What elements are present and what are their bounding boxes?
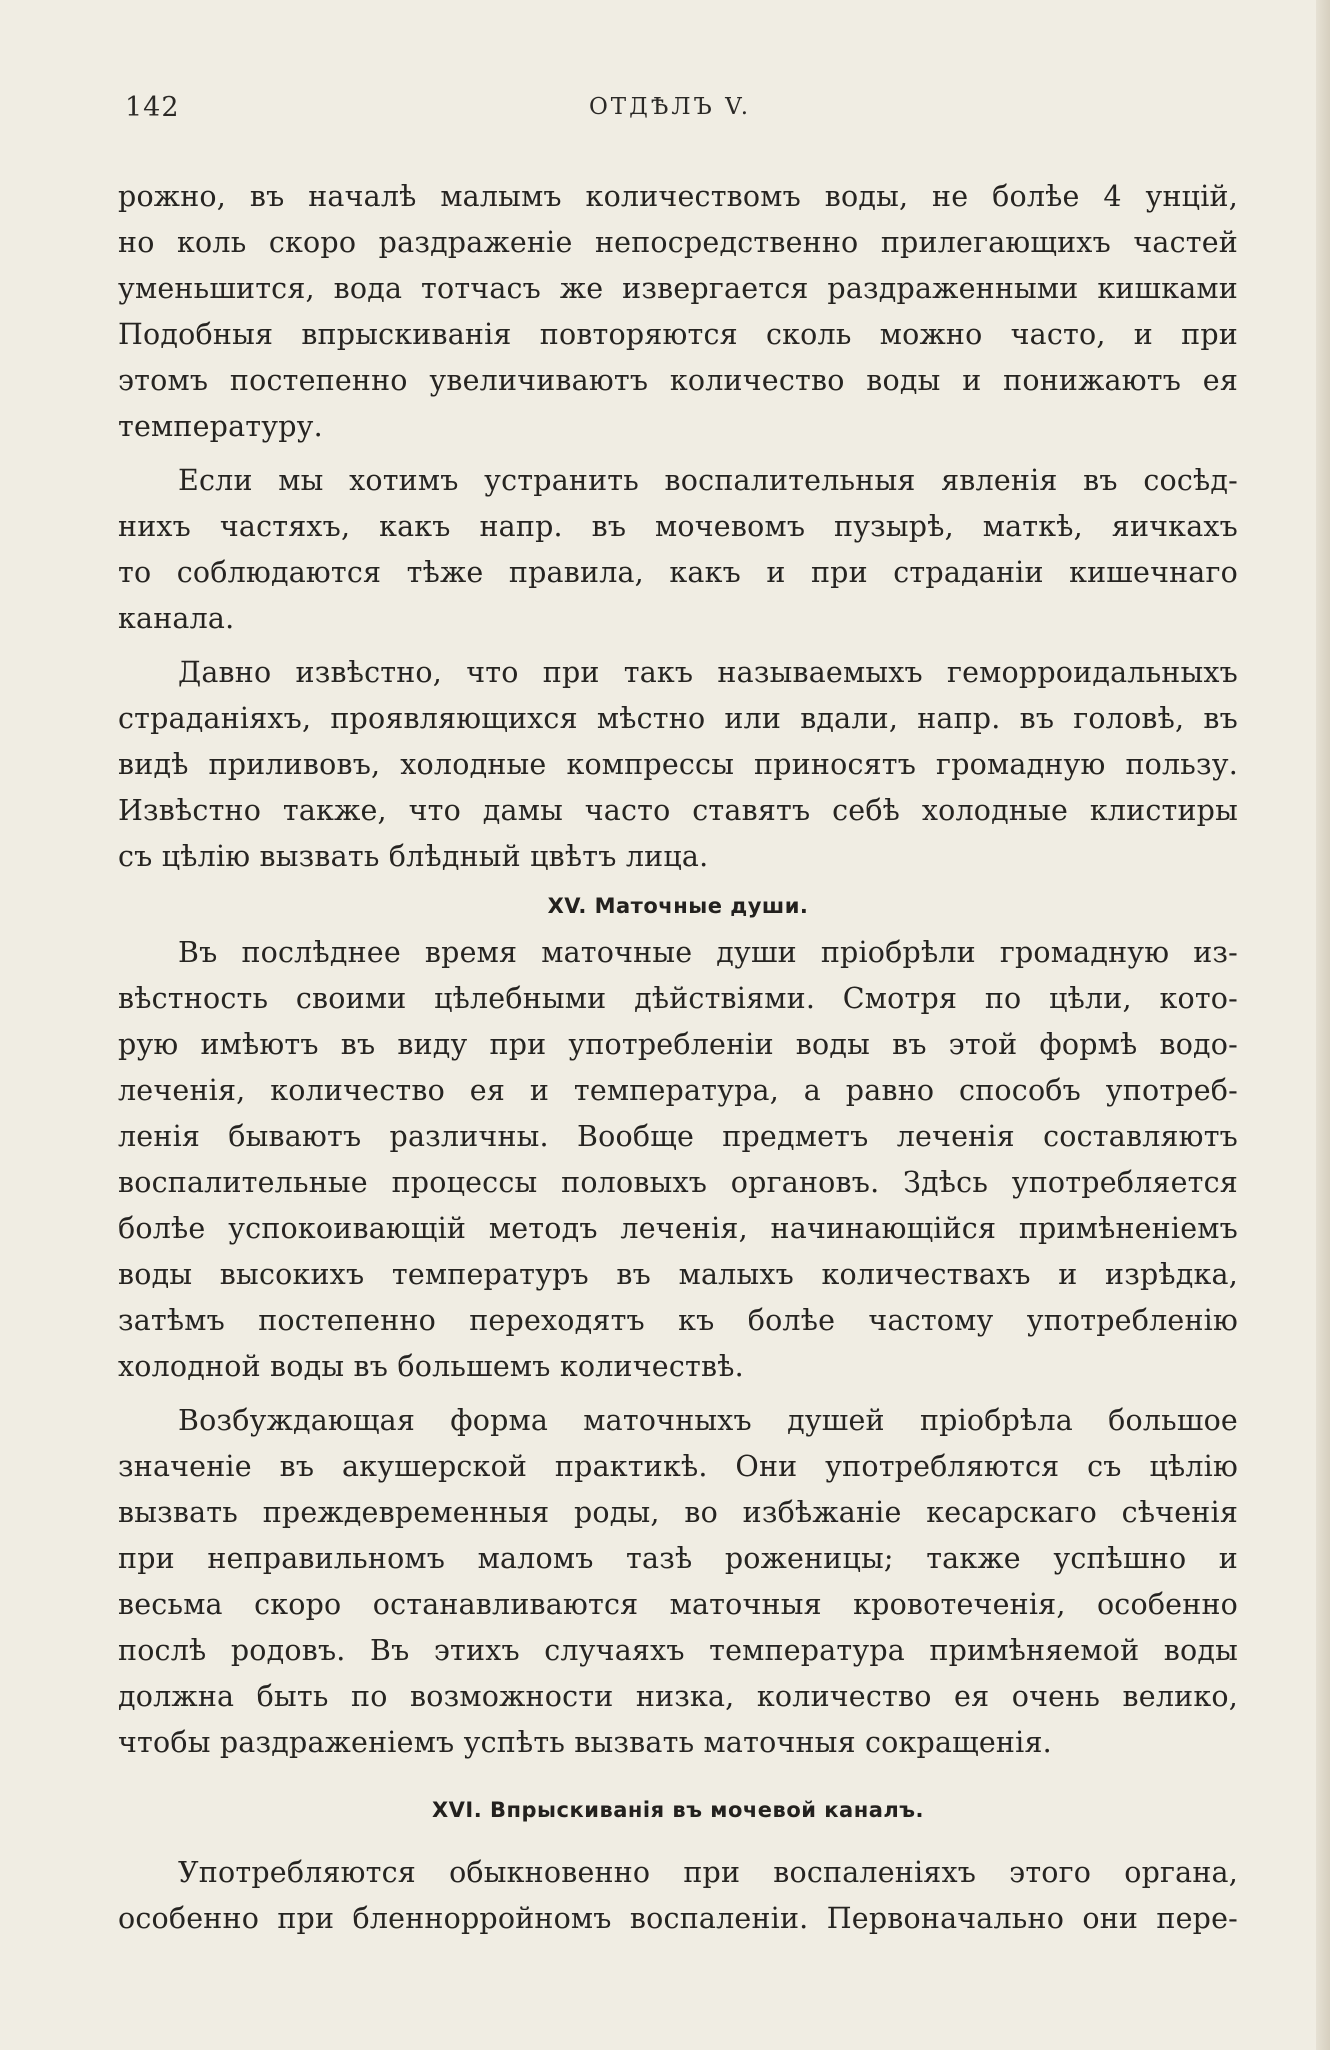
paragraph-6: [118, 1850, 1238, 1942]
text-line: рожно, въ началѣ малымъ количествомъ воды, не болѣе 4 унцій,: [118, 180, 1238, 213]
paragraph-gap: [118, 450, 1238, 458]
text-line: весьма скоро останавливаются маточныя кровотеченія, особенно: [118, 1588, 1238, 1621]
page-number: 142: [125, 92, 180, 123]
running-head: [125, 92, 1215, 140]
text-line: вызвать преждевременныя роды, во избѣжаніе кесарскаго сѣченія: [118, 1496, 1238, 1529]
text-line: Подобныя впрыскиванія повторяются сколь можно часто, и при: [118, 318, 1238, 351]
paragraph-2: [118, 458, 1238, 642]
text-line: рую имѣютъ въ виду при употребленіи воды въ этой формѣ водо-: [118, 1028, 1238, 1061]
paragraph-gap: [118, 1390, 1238, 1398]
text-line: болѣе успокоивающій методъ леченія, начинающійся примѣненіемъ: [118, 1212, 1238, 1245]
text-line: съ цѣлію вызвать блѣдный цвѣтъ лица.: [118, 840, 709, 873]
running-section-title: ОТДѢЛЪ V.: [588, 94, 752, 120]
paragraph-4: [118, 930, 1238, 1390]
text-line: температуру.: [118, 410, 323, 443]
text-line: затѣмъ постепенно переходятъ къ болѣе частому употребленію: [118, 1304, 1238, 1337]
text-line: страданіяхъ, проявляющихся мѣстно или вдали, напр. въ головѣ, въ: [118, 702, 1238, 735]
text-line: нихъ частяхъ, какъ напр. въ мочевомъ пузырѣ, маткѣ, яичкахъ: [118, 510, 1238, 543]
text-line: чтобы раздраженіемъ успѣть вызвать маточныя сокращенія.: [118, 1726, 1052, 1759]
text-line: вѣстность своими цѣлебными дѣйствіями. Смотря по цѣли, кото-: [118, 982, 1238, 1015]
text-line: то соблюдаются тѣже правила, какъ и при страданіи кишечнаго: [118, 556, 1238, 589]
text-line: Если мы хотимъ устранить воспалительныя явленія въ сосѣд-: [178, 464, 1238, 497]
paper-edge: [1316, 0, 1330, 2050]
text-line: при неправильномъ маломъ тазѣ роженицы; также успѣшно и: [118, 1542, 1238, 1575]
text-line: Извѣстно также, что дамы часто ставятъ себѣ холодные клистиры: [118, 794, 1238, 827]
body-text: [118, 174, 1238, 1942]
text-line: канала.: [118, 602, 235, 635]
text-line: но коль скоро раздраженіе непосредственно прилегающихъ частей: [118, 226, 1238, 259]
section-heading-xvi: XVI. Впрыскиванія въ мочевой каналъ.: [431, 1798, 925, 1822]
paragraph-1: [118, 174, 1238, 450]
text-line: воды высокихъ температуръ въ малыхъ количествахъ и изрѣдка,: [118, 1258, 1238, 1291]
text-line: особенно при бленнорройномъ воспаленіи. Первоначально они пере-: [118, 1902, 1238, 1935]
paragraph-5: [118, 1398, 1238, 1766]
text-line: Употребляются обыкновенно при воспаленіяхъ этого органа,: [178, 1856, 1238, 1889]
text-line: послѣ родовъ. Въ этихъ случаяхъ температура примѣняемой воды: [118, 1634, 1238, 1667]
text-line: уменьшится, вода тотчасъ же извергается раздраженными кишками: [118, 272, 1238, 305]
text-line: холодной воды въ большемъ количествѣ.: [118, 1350, 744, 1383]
text-line: Давно извѣстно, что при такъ называемыхъ геморроидальныхъ: [178, 656, 1238, 689]
text-line: должна быть по возможности низка, количество ея очень велико,: [118, 1680, 1238, 1713]
paragraph-gap: [118, 642, 1238, 650]
text-line: леченія, количество ея и температура, а равно способъ употреб-: [118, 1074, 1238, 1107]
text-line: видѣ приливовъ, холодные компрессы приносятъ громадную пользу.: [118, 748, 1238, 781]
paragraph-3: [118, 650, 1238, 880]
text-line: Въ послѣднее время маточные души пріобрѣли громадную из-: [178, 936, 1238, 969]
text-line: воспалительные процессы половыхъ органовъ. Здѣсь употребляется: [118, 1166, 1238, 1199]
section-heading-xv: XV. Маточные души.: [547, 894, 809, 918]
text-line: значеніе въ акушерской практикѣ. Они употребляются съ цѣлію: [118, 1450, 1238, 1483]
text-line: этомъ постепенно увеличиваютъ количество воды и понижаютъ ея: [118, 364, 1238, 397]
text-line: Возбуждающая форма маточныхъ душей пріобрѣла большое: [178, 1404, 1238, 1437]
text-line: ленія бываютъ различны. Вообще предметъ леченія составляютъ: [118, 1120, 1238, 1153]
